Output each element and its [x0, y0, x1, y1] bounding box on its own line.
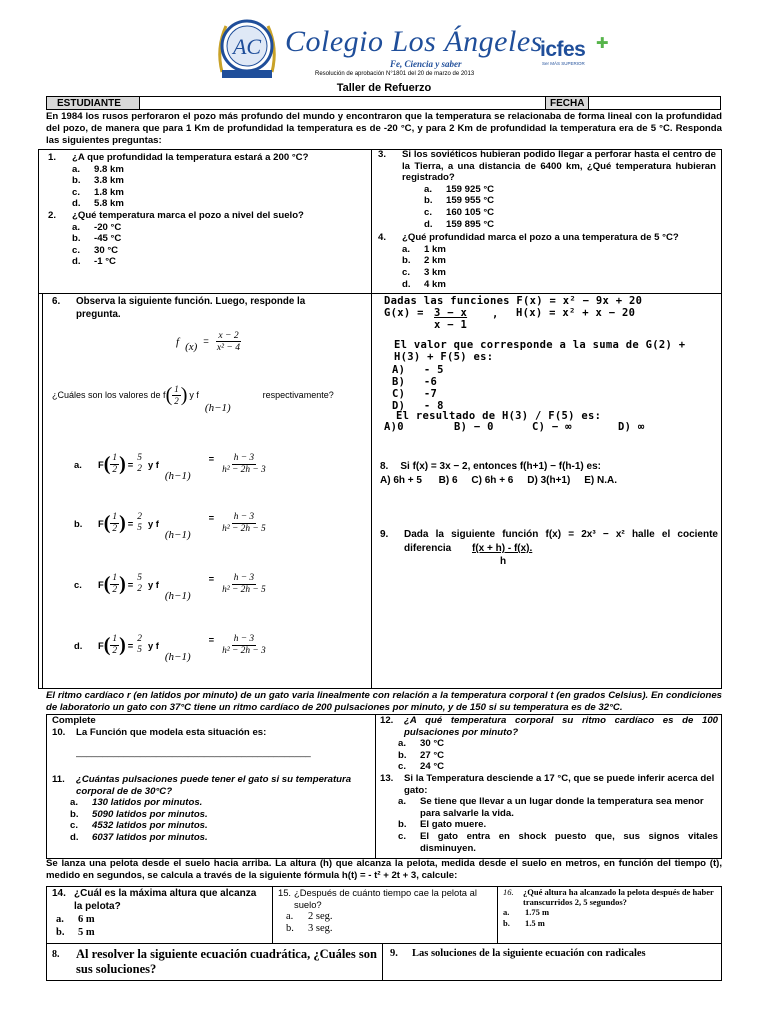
question-12: 12. ¿A qué temperatura corporal su ritmo cardíaco es de 100 pulsaciones por minuto? a. 30 °C b. 27 °C c. 24 °C 13. Si la Temperatura desciende a 17 °C, que se puede inferir acerca del gato: a. Se tiene que llevar a un lugar donde la temperatura sea menor para salvarle la vida. b. El gato muere. c. El gato entra en shock puesto que, sus signos vitales disminuyen. [380, 715, 718, 854]
student-label-cell: ESTUDIANTE [46, 96, 140, 110]
cat-problem-intro: El ritmo cardíaco r (en latidos por minuto) de un gato varia linealmente con relación a la temperatura corporal t (en grados Celsius). En condiciones de laboratorio un gato con 37°C tiene un ritmo cardíaco de 200 pulsaciones por minuto, y de 150 si su temperatura es de 32°C. [46, 690, 722, 713]
school-name: Colegio Los Ángeles [285, 25, 543, 58]
resolution-text: Resolución de aprobación N°1801 del 20 de marzo de 2013 [315, 71, 475, 77]
question-3: 3. Si los soviéticos hubieran podido llegar a perforar hasta el centro de la Tierra, a una distancia de 6400 km, ¿Qué temperatura hubieran registrado? a. 159 925 °C b. 159 955 °C c. 160 105 °C d. 159 895 °C 4. ¿Qué profundidad marca el pozo a una temperatura de 5 °C? a. 1 km b. 2 km c. 3 km d. 4 km [378, 149, 716, 290]
q7-result-question: El resultado de H(3) / F(5) es: [396, 410, 602, 422]
date-label-cell: FECHA [545, 96, 589, 110]
icfes-tagline: Ser MÁS SUPERIOR [542, 61, 585, 66]
option-15b[interactable]: b. 3 seg. [286, 923, 333, 934]
question-14: 14. ¿Cuál es la máxima altura que alcanza la pelota? a. 6 m b. 5 m [52, 887, 267, 939]
q7-function-g-den: x − 1 [434, 319, 468, 331]
option-1b[interactable]: b. 3.8 km [72, 175, 124, 187]
option-3b[interactable]: b. 159 955 °C [424, 195, 495, 207]
option-2d[interactable]: d. -1 °C [72, 256, 116, 268]
option-11d[interactable]: d. 6037 latidos por minutos. [70, 831, 208, 843]
complete-label: Complete [52, 715, 96, 726]
q7-function-g-num: 3 − x [434, 307, 468, 319]
icfes-star-icon: ✚ [596, 35, 609, 52]
option-12b[interactable]: b. 27 °C [398, 749, 445, 761]
student-name-field[interactable] [139, 96, 546, 110]
q7-result-a[interactable]: A)0 [384, 421, 404, 433]
option-14b[interactable]: b. 5 m [56, 927, 95, 938]
option-15a[interactable]: a. 2 seg. [286, 911, 333, 922]
divider-last-row [382, 943, 383, 981]
option-11b[interactable]: b. 5090 latidos por minutos. [70, 808, 208, 820]
option-3a[interactable]: a. 159 925 °C [424, 183, 495, 195]
question-6: 6. Observa la siguiente función. Luego, responde la pregunta. [52, 296, 306, 320]
q7-function-g-label: G(x) = [384, 307, 424, 319]
function-definition: f (x) = $\frac{x - 2}{\text{x² − 4}}$ [176, 330, 241, 353]
icfes-wordmark: icfes [540, 38, 586, 61]
option-2b[interactable]: b. -45 °C [72, 233, 122, 245]
logo-monogram: AC [232, 34, 262, 59]
option-1a[interactable]: a. 9.8 km [72, 163, 124, 175]
divider-q1-q3 [371, 149, 372, 294]
option-1c[interactable]: c. 1.8 km [72, 186, 124, 198]
option-12c[interactable]: c. 24 °C [398, 761, 445, 773]
q7-result-b[interactable]: B) − 0 [454, 421, 494, 433]
q7-option-b[interactable]: B) -6 [392, 376, 438, 388]
divider-q15-q16 [497, 886, 498, 944]
option-11a[interactable]: a. 130 latidos por minutos. [70, 797, 203, 809]
question-16: 16. ¿Qué altura ha alcanzado la pelota después de haber transcurridos 2, 5 segundos? a. 1.75 m b. 1.5 m [503, 887, 718, 929]
q6-option-c[interactable]: c. F ( $\frac{1}{2}$ ) = 5 2 y f (h−1) = $\frac{h - 3}{\text{h² − 2h − 5}}$ [74, 572, 266, 602]
q6-option-d[interactable]: d. F ( $\frac{1}{2}$ ) = 2 5 y f (h−1) = $\frac{h - 3}{\text{h² − 2h − 3}}$ [74, 633, 266, 663]
difference-quotient-num: f(x + h) - f(x). [472, 543, 533, 554]
option-4c[interactable]: c. 3 km [402, 266, 446, 278]
option-1d[interactable]: d. 5.8 km [72, 198, 124, 210]
question-1: 1. ¿A que profundidad la temperatura estará a 200 °C? a. 9.8 km b. 3.8 km c. 1.8 km d. 5.8 km 2. ¿Qué temperatura marca el pozo a nivel del suelo? a. -20 °C b. -45 °C c. 30 °C d. -1 °C [48, 152, 366, 268]
date-field[interactable] [588, 96, 721, 110]
well-problem-intro: En 1984 los rusos perforaron el pozo más profundo del mundo y encontraron que la temperatura se relacionaba de forma lineal con la profundidad del pozo, de manera que para 1 Km de profundidad la temperatura es de -20 °C, y para 2 Km de profundidad la temperatura era de 5 °C. Responda las siguientes preguntas: [46, 111, 722, 146]
option-16a[interactable]: a. 1.75 m [503, 907, 550, 917]
divider-q14-q15 [272, 886, 273, 944]
q7-result-c[interactable]: C) − ∞ [532, 421, 572, 433]
q7-function-f: Dadas las funciones F(x) = x² − 9x + 20 [384, 295, 643, 307]
option-4d[interactable]: d. 4 km [402, 278, 446, 290]
question-8: 8. Si f(x) = 3x − 2, entonces f(h+1) − f(h-1) es: A) 6h + 5 B) 6 C) 6h + 6 D) 3(h+1) E) N.A. [380, 460, 718, 488]
question-15: 15. ¿Después de cuánto tiempo cae la pelota al suelo? a. 2 seg. b. 3 seg. [278, 887, 492, 935]
difference-quotient-den: h [500, 556, 507, 567]
q7-function-h: H(x) = x² + x − 20 [516, 307, 636, 319]
option-4b[interactable]: b. 2 km [402, 255, 446, 267]
q6-option-a[interactable]: a. F ( $\frac{1}{2}$ ) = 5 2 y f (h−1) = $\frac{h - 3}{\text{h² − 2h − 3}}$ [74, 452, 266, 482]
answer-line-10[interactable]: ____________________________________________ [76, 746, 311, 758]
question-10: 10. La Función que modela esta situación es: ____________________________________________ [52, 727, 370, 758]
school-seal-logo [214, 12, 280, 82]
q7-result-d[interactable]: D) ∞ [618, 421, 645, 433]
q7-option-d[interactable]: D) - 8 [392, 400, 444, 412]
school-motto: Fe, Ciencia y saber [390, 59, 462, 69]
q6-option-b[interactable]: b. F ( $\frac{1}{2}$ ) = 2 5 y f (h−1) = $\frac{h - 3}{\text{h² − 2h − 5}}$ [74, 511, 266, 541]
option-12a[interactable]: a. 30 °C [398, 738, 445, 750]
option-4a[interactable]: a. 1 km [402, 243, 446, 255]
divider-q10-q12 [375, 714, 376, 859]
question-9b: 9. Las soluciones de la siguiente ecuación con radicales [390, 948, 646, 959]
option-2c[interactable]: c. 30 °C [72, 244, 119, 256]
question-9: 9. Dada la siguiente función f(x) = 2x³ − x² halle el cociente diferencia f(x + h) - f(x). h [380, 529, 718, 567]
ball-problem-intro: Se lanza una pelota desde el suelo hacia arriba. La altura (h) que alcanza la pelota, medida desde el suelo en metros, en función del tiempo (t), medido en segundos, se calcula a través de la siguiente fórmula h(t) = - t² + 2t + 3, calcule: [46, 858, 722, 881]
option-13b[interactable]: b. El gato muere. [398, 819, 487, 831]
option-3d[interactable]: d. 159 895 °C [424, 218, 495, 230]
q7-option-c[interactable]: C) -7 [392, 388, 438, 400]
q7-option-a[interactable]: A) - 5 [392, 364, 444, 376]
question-11: 11. ¿Cuántas pulsaciones puede tener el gato si su temperatura corporal de de 30°C? a. 130 latidos por minutos. b. 5090 latidos por minutos. c. 4532 latidos por minutos. d. 6037 latidos por minutos. [52, 774, 370, 844]
option-11c[interactable]: c. 4532 latidos por minutos. [70, 820, 208, 832]
option-13c[interactable]: c. El gato entra en shock puesto que, sus signos vitales disminuyen. [398, 830, 718, 854]
page-title: Taller de Refuerzo [336, 82, 432, 94]
option-2a[interactable]: a. -20 °C [72, 221, 122, 233]
option-3c[interactable]: c. 160 105 °C [424, 206, 495, 218]
option-13a[interactable]: a. Se tiene que llevar a un lugar donde la temperatura sea menor para salvarle la vida. [398, 796, 704, 819]
q6-question: ¿Cuáles son los valores de f ( $\frac{1}{2}$ ) y f (h−1) respectivamente? [52, 383, 334, 414]
icfes-logo [540, 34, 612, 68]
q8-options: A) 6h + 5 B) 6 C) 6h + 6 D) 3(h+1) E) N.A. [380, 475, 617, 486]
option-14a[interactable]: a. 6 m [56, 914, 95, 925]
question-8b: 8. Al resolver la siguiente ecuación cuadrática, ¿Cuáles son sus soluciones? [52, 947, 377, 976]
option-16b[interactable]: b. 1.5 m [503, 918, 545, 928]
q7-question: El valor que corresponde a la suma de G(2) + H(3) + F(5) es: [394, 339, 686, 363]
